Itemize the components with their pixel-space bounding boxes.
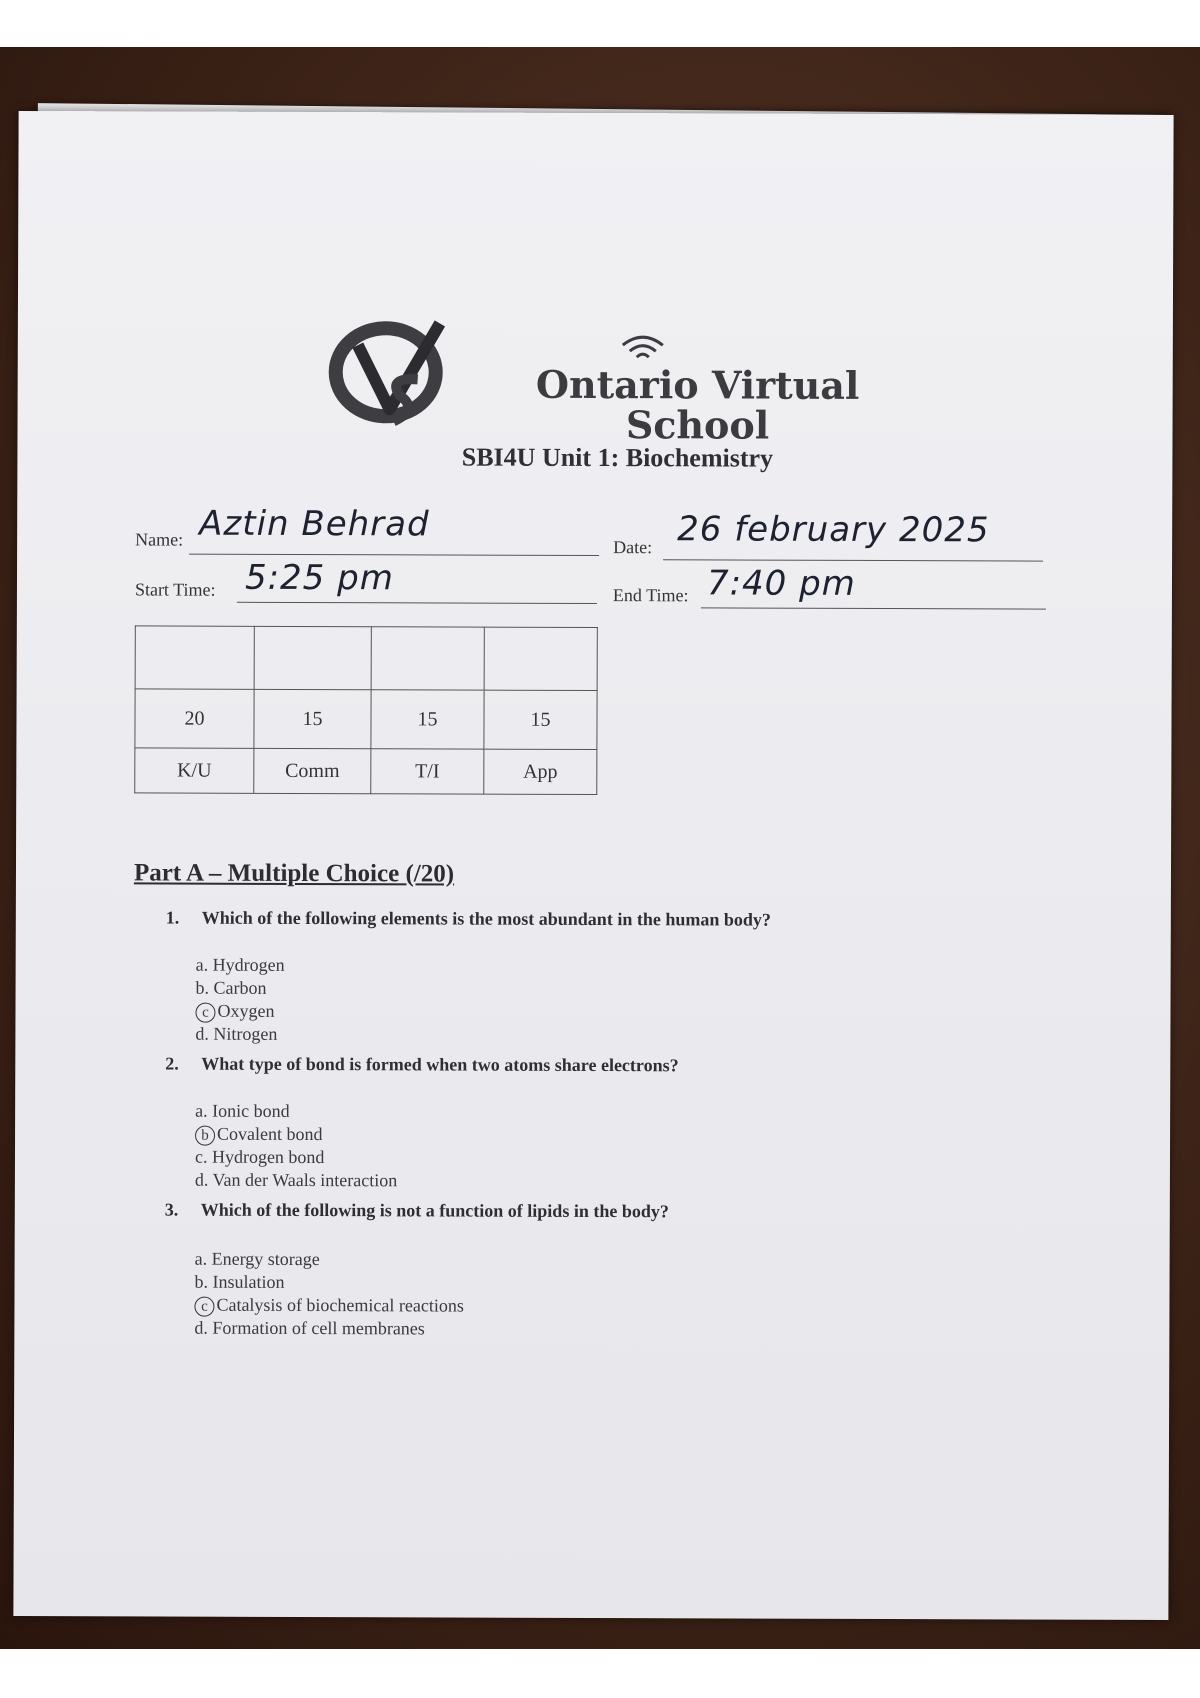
question-number: 1.: [165, 907, 180, 928]
marks-table: [134, 625, 598, 795]
answer-circle-icon: c: [195, 1003, 215, 1023]
option-text: Oxygen: [217, 1000, 275, 1021]
option-item-circled: [195, 1123, 397, 1147]
school-name-line2: School: [625, 402, 770, 448]
option-item: d. Nitrogen: [195, 1023, 278, 1044]
marks-blank-cell: [371, 627, 484, 690]
photo-background: [0, 47, 1200, 1649]
option-item: b. Carbon: [195, 977, 267, 998]
score-ku: 20: [135, 689, 254, 748]
score-ti: 15: [371, 690, 484, 749]
exam-sheet: [13, 111, 1173, 1620]
category-ku: K/U: [135, 748, 254, 793]
end-time-value: 7:40 pm: [706, 563, 856, 604]
category-comm: Comm: [254, 748, 371, 793]
option-text: Catalysis of biochemical reactions: [216, 1294, 464, 1316]
marks-blank-cell: [484, 627, 597, 690]
name-line: [189, 554, 599, 556]
date-value: 26 february 2025: [677, 509, 990, 551]
option-item: d. Van der Waals interaction: [194, 1169, 398, 1191]
category-app: App: [484, 749, 597, 794]
question-text: Which of the following elements is the most abundant in the human body?: [201, 907, 771, 930]
score-comm: 15: [254, 689, 371, 748]
marks-blank-cell: [254, 626, 371, 689]
marks-score-row: [135, 689, 597, 750]
score-app: 15: [484, 690, 597, 749]
name-value: Aztin Behrad: [199, 503, 430, 545]
question-text: What type of bond is formed when two atoms share electrons?: [201, 1053, 679, 1076]
q1-options: [195, 954, 284, 1046]
marks-blank-row: [135, 626, 597, 691]
start-time-label: Start Time:: [134, 579, 216, 600]
date-label: Date:: [613, 537, 653, 558]
option-item: c. Hydrogen bond: [194, 1146, 325, 1168]
question-1: [166, 908, 771, 931]
question-2: [165, 1054, 678, 1077]
marks-category-row: [135, 748, 597, 795]
ovs-logo-icon: [328, 317, 458, 427]
end-time-line: [701, 607, 1046, 609]
option-item-circled: [194, 1294, 464, 1318]
part-a-heading: Part A – Multiple Choice (/20): [133, 859, 455, 888]
q2-options: [195, 1100, 398, 1193]
option-item: d. Formation of cell membranes: [194, 1317, 425, 1339]
school-name: [487, 361, 907, 448]
question-text: Which of the following is not a function of lipids in the body?: [200, 1199, 669, 1222]
question-number: 3.: [164, 1199, 179, 1220]
option-item: a. Hydrogen: [195, 954, 285, 975]
date-line: [663, 559, 1043, 561]
question-number: 2.: [165, 1053, 179, 1074]
wifi-icon: [618, 331, 668, 365]
category-ti: T/I: [371, 749, 484, 794]
course-title: SBI4U Unit 1: Biochemistry: [461, 442, 774, 473]
option-item-circled: [195, 1000, 284, 1023]
start-time-value: 5:25 pm: [244, 557, 394, 599]
answer-circle-icon: b: [195, 1126, 215, 1146]
question-3: [165, 1200, 669, 1223]
option-item: a. Energy storage: [194, 1248, 320, 1270]
option-text: Covalent bond: [217, 1123, 323, 1145]
name-label: Name:: [135, 529, 184, 550]
school-name-line1: Ontario Virtual: [535, 361, 860, 408]
end-time-label: End Time:: [612, 585, 689, 606]
start-time-line: [237, 602, 597, 604]
marks-blank-cell: [135, 626, 254, 689]
q3-options: [194, 1248, 464, 1341]
option-item: a. Ionic bond: [195, 1100, 290, 1121]
answer-circle-icon: c: [194, 1297, 214, 1317]
option-item: b. Insulation: [194, 1271, 285, 1292]
